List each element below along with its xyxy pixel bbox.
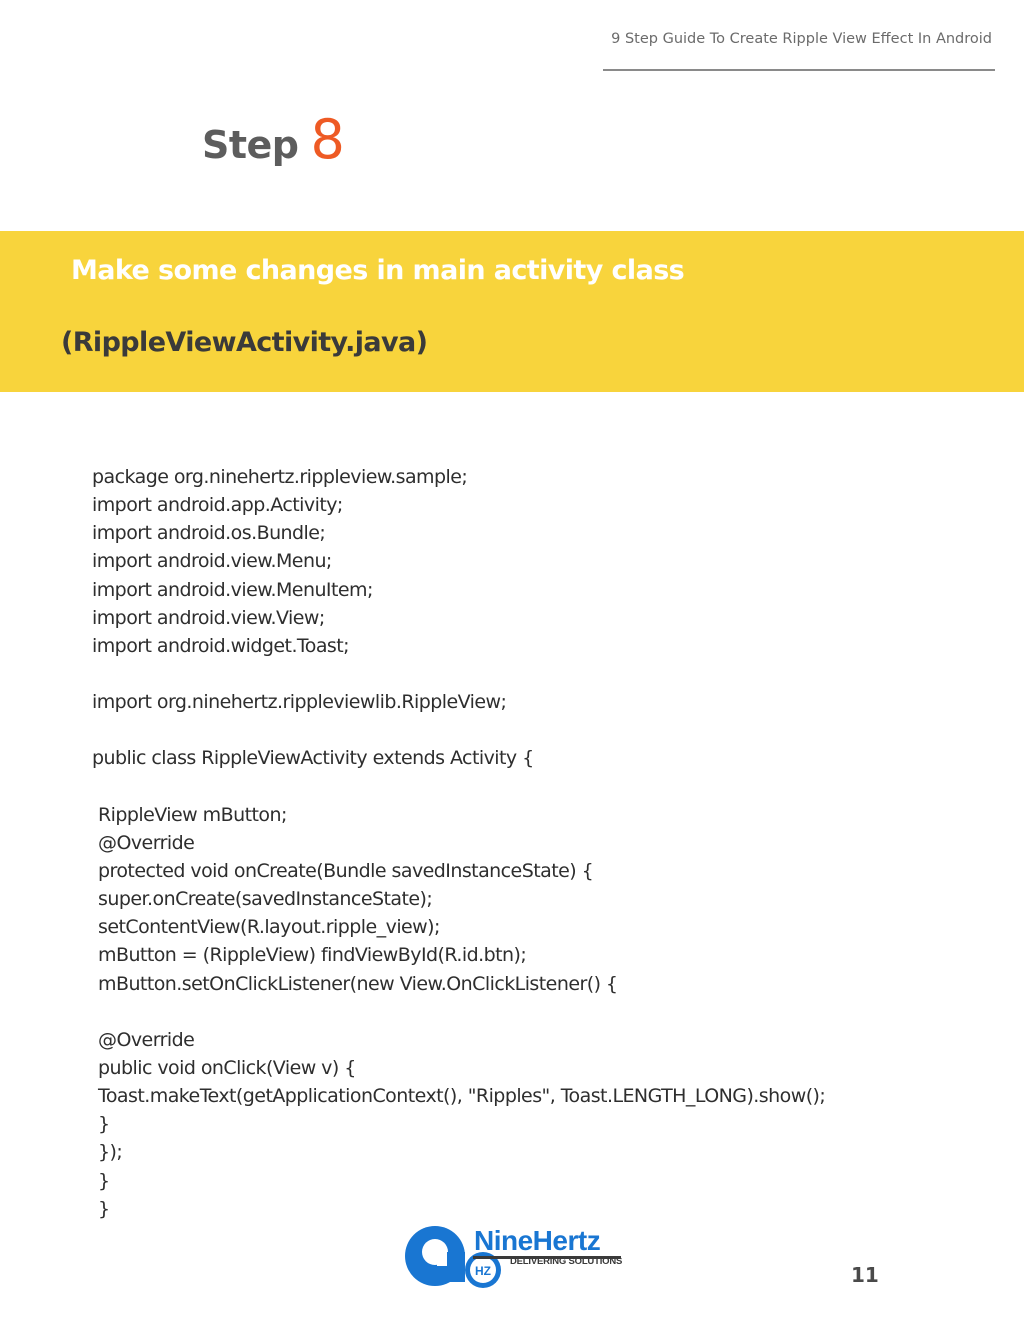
code-line: import org.ninehertz.rippleviewlib.RippleView; (92, 691, 507, 714)
code-listing (92, 463, 972, 1223)
code-line (92, 773, 972, 801)
banner-filename: (RippleViewActivity.java) (61, 327, 428, 358)
code-line: import android.os.Bundle; (92, 522, 326, 545)
logo-badge-text: HZ (475, 1264, 491, 1278)
code-line: package org.ninehertz.rippleview.sample; (92, 466, 468, 488)
code-line: mButton.setOnClickListener(new View.OnClickListener() { (98, 972, 618, 995)
document-header-title: 9 Step Guide To Create Ripple View Effect In Android (611, 31, 992, 47)
code-line: import android.view.View; (92, 606, 325, 629)
code-line (92, 716, 972, 744)
code-line: } (98, 1197, 110, 1220)
code-line: } (98, 1169, 110, 1192)
banner-heading: Make some changes in main activity class (71, 255, 685, 286)
step-number: 8 (310, 108, 345, 171)
code-line: mButton = (RippleView) findViewById(R.id.btn); (98, 944, 527, 967)
code-line: }); (98, 1141, 123, 1164)
code-line: protected void onCreate(Bundle savedInstanceState) { (98, 859, 594, 882)
code-line: @Override (98, 831, 195, 854)
code-line: } (98, 1113, 110, 1136)
page-number: 11 (851, 1263, 879, 1287)
step-label: Step (202, 123, 299, 167)
logo-wordmark: NineHertz (474, 1225, 601, 1256)
code-line: @Override (98, 1028, 195, 1051)
code-line: RippleView mButton; (98, 803, 287, 826)
section-banner (0, 231, 1024, 392)
code-line: import android.widget.Toast; (92, 634, 350, 657)
code-line: public class RippleViewActivity extends Activity { (92, 747, 534, 770)
code-line: public void onClick(View v) { (98, 1056, 356, 1079)
step-heading (202, 108, 345, 171)
code-line: super.onCreate(savedInstanceState); (98, 888, 433, 911)
code-line (92, 998, 972, 1026)
code-line: setContentView(R.layout.ripple_view); (98, 916, 440, 939)
code-line: import android.view.MenuItem; (92, 578, 373, 601)
code-line (92, 660, 972, 688)
code-line: Toast.makeText(getApplicationContext(), "Ripples", Toast.LENGTH_LONG).show(); (98, 1085, 826, 1108)
code-line: import android.view.Menu; (92, 550, 332, 573)
code-line: import android.app.Activity; (92, 494, 343, 517)
logo-tagline: DELIVERING SOLUTIONS (510, 1256, 623, 1267)
header-divider (603, 69, 995, 71)
